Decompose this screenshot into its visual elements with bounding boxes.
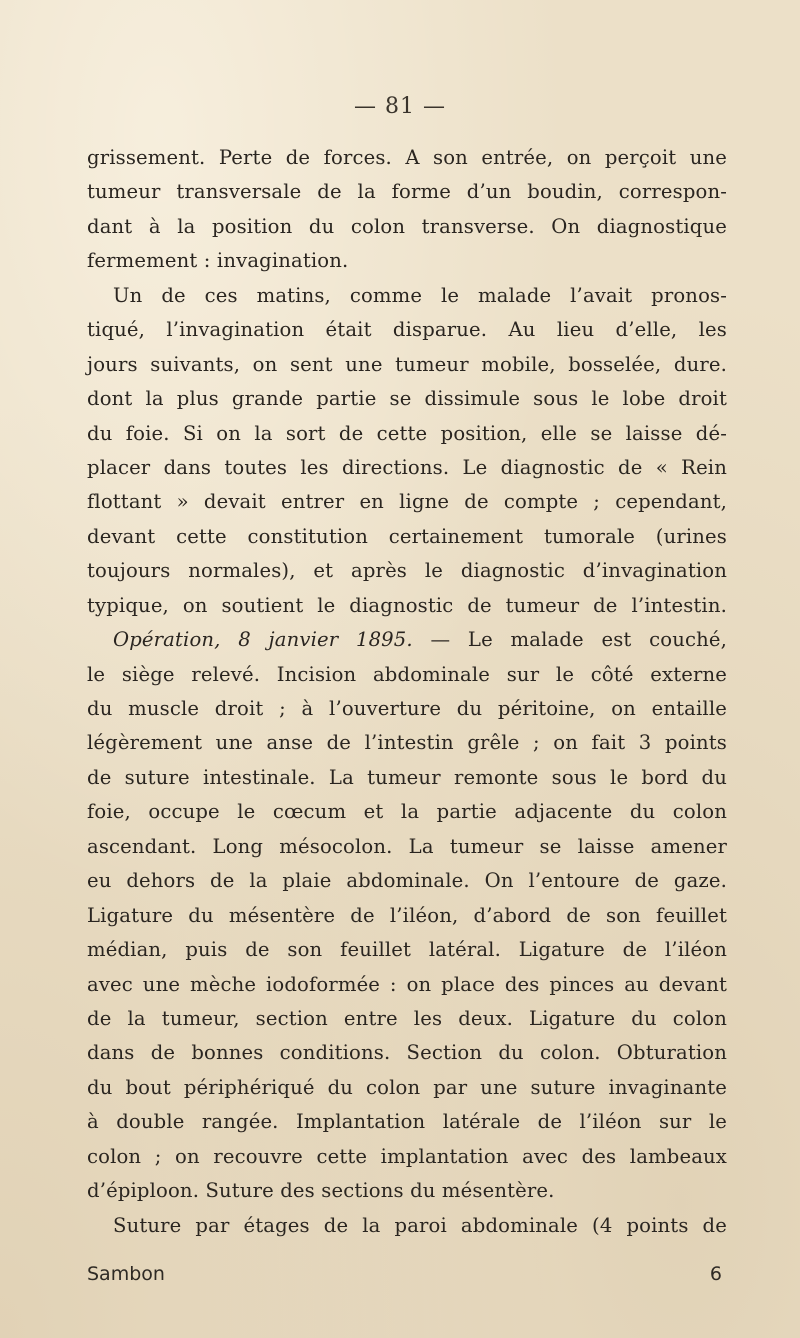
paragraph-1 [87,141,727,279]
text-line: du muscle droit ; à l’ouverture du péritoine, on entaille [87,697,727,720]
page-footer [87,1258,727,1290]
text-line: dont la plus grande partie se dissimule sous le lobe droit [87,387,727,411]
text-line: toujours normales), et après le diagnostic d’invagination [87,559,727,583]
text-line: dans de bonnes conditions. Section du colon. Obturation [87,1041,727,1065]
text-line: Suture par étages de la paroi abdominale (4 points de [113,1213,727,1237]
text-line: grissement. Perte de forces. A son entrée, on perçoit une [87,146,727,169]
paragraph-operation [87,623,727,1208]
paragraph-4 [87,1209,727,1243]
text-line: dant à la position du colon transverse. On diagnostique [87,214,727,238]
text-line: le siège relevé. Incision abdominale sur le côté externe [87,662,727,686]
text-line: eu dehors de la plaie abdominale. On l’entoure de gaze. [87,869,727,893]
text-line: Un de ces matins, comme le malade l’avait pronos- [113,283,727,307]
text-line: ascendant. Long mésocolon. La tumeur se laisse amener [87,834,727,858]
text-line: typique, on soutient le diagnostic de tumeur de l’intestin. [87,593,727,617]
text-line: à double rangée. Implantation latérale de l’iléon sur le [87,1110,727,1134]
page-number: — 81 — [354,94,446,119]
text-line: du foie. Si on la sort de cette position, elle se laisse dé- [87,421,727,445]
text-line: placer dans toutes les directions. Le diagnostic de « Rein [87,455,727,479]
text-line: devant cette constitution certainement tumorale (urines [87,524,727,548]
operation-date-heading: Opération, 8 janvier 1895. [113,628,413,652]
text-line: de suture intestinale. La tumeur remonte sous le bord du [87,765,727,789]
body-text [87,141,727,1243]
paragraph-2 [87,279,727,623]
text-line-operation-heading [87,623,727,657]
text-line: avec une mèche iodoformée : on place des pinces au devant [87,972,727,996]
text-line: d’épiploon. Suture des sections du mésentère. [87,1179,555,1203]
text-line: tumeur transversale de la forme d’un boudin, correspon- [87,180,727,204]
text-line: du bout périphériqué du colon par une suture invaginante [87,1075,727,1099]
operation-heading-rest: — Le malade est couché, [412,628,727,652]
text-line: flottant » devait entrer en ligne de compte ; cependant, [87,490,727,514]
footer-author: Sambon [87,1263,165,1285]
text-line: foie, occupe le cœcum et la partie adjacente du colon [87,800,727,824]
text-line: fermement : invagination. [87,249,349,273]
text-line: médian, puis de son feuillet latéral. Ligature de l’iléon [87,938,727,962]
signature-mark: 6 [709,1263,722,1285]
text-line: tiqué, l’invagination était disparue. Au lieu d’elle, les [87,318,727,342]
text-line: de la tumeur, section entre les deux. Ligature du colon [87,1006,727,1030]
text-line: Ligature du mésentère de l’iléon, d’abord de son feuillet [87,903,727,927]
text-line: légèrement une anse de l’intestin grêle ; on fait 3 points [87,731,727,755]
text-line: colon ; on recouvre cette implantation avec des lambeaux [87,1144,727,1168]
text-line: jours suivants, on sent une tumeur mobile, bosselée, dure. [87,352,727,376]
